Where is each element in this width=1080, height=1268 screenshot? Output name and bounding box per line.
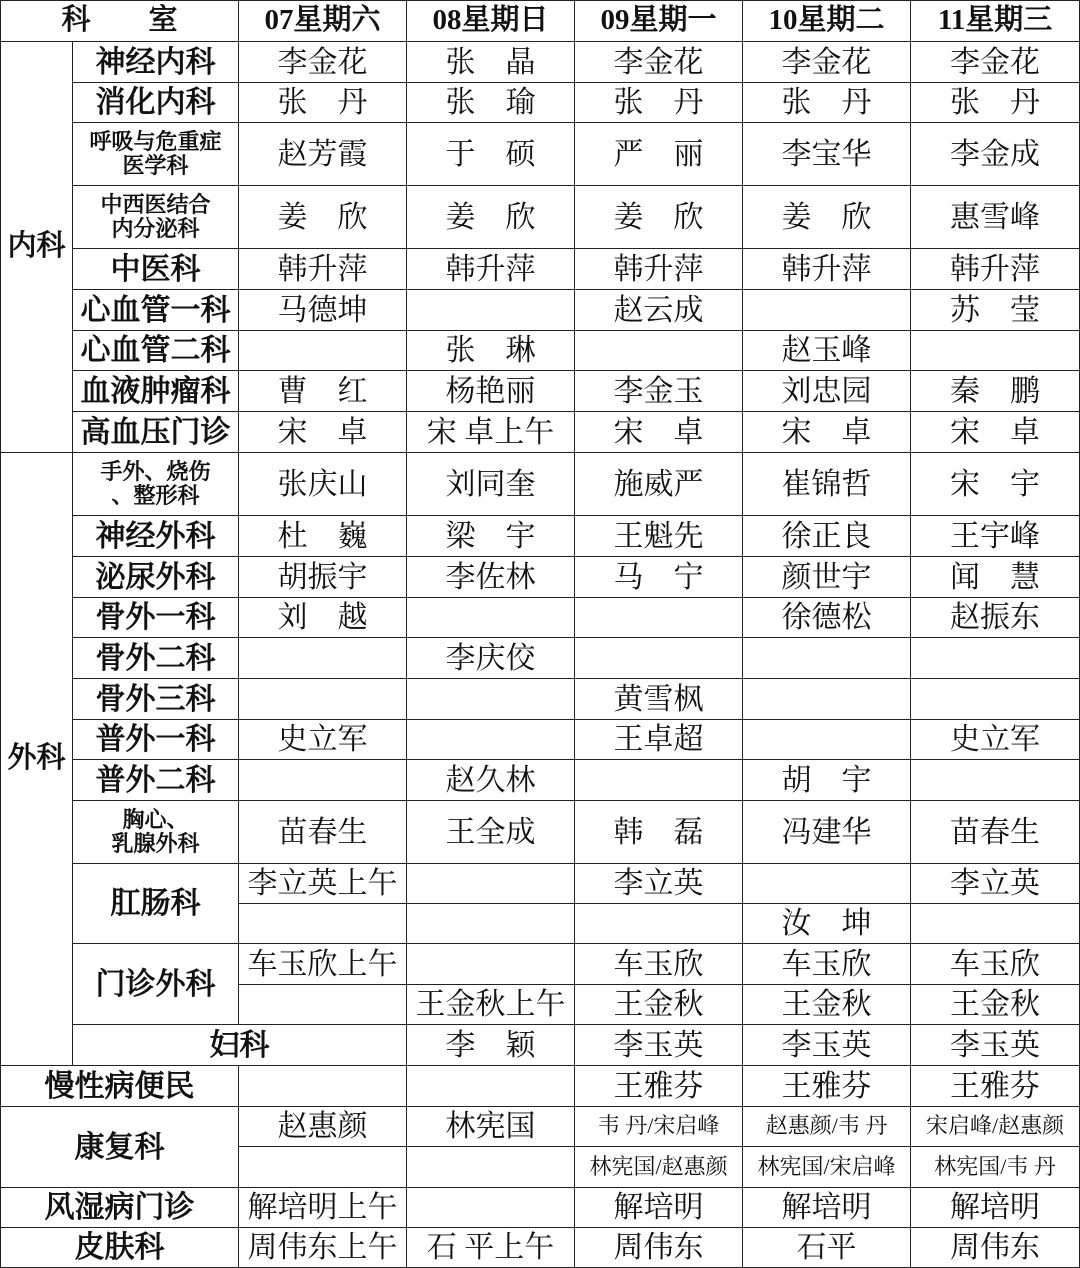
table-row	[1, 371, 1080, 412]
doctor-cell: 林宪国/韦 丹	[911, 1147, 1080, 1188]
table-row	[1, 720, 1080, 760]
doctor-cell	[407, 598, 575, 638]
doctor-cell: 李 颖	[407, 1025, 575, 1066]
dept-name: 神经内科	[73, 42, 239, 83]
dept-name-line: 、整形科	[111, 483, 200, 508]
dept-name: 普外二科	[73, 760, 239, 801]
doctor-cell: 林宪国/赵惠颜	[575, 1147, 743, 1188]
dept-name: 门诊外科	[73, 944, 239, 1025]
dept-name: 慢性病便民	[1, 1066, 239, 1107]
doctor-cell: 李立英上午	[239, 864, 407, 904]
doctor-cell: 林宪国/宋启峰	[743, 1147, 911, 1188]
doctor-cell: 曹 红	[239, 371, 407, 412]
doctor-cell: 宋 卓	[575, 412, 743, 453]
doctor-cell: 韩升萍	[407, 249, 575, 290]
doctor-cell: 苏 莹	[911, 290, 1080, 331]
doctor-cell	[407, 904, 575, 944]
doctor-cell: 苗春生	[239, 801, 407, 864]
dept-name: 神经外科	[73, 516, 239, 557]
doctor-cell: 黄雪枫	[575, 679, 743, 720]
doctor-cell: 张 瑜	[407, 83, 575, 123]
doctor-cell: 李玉英	[575, 1025, 743, 1066]
doctor-cell: 姜 欣	[743, 186, 911, 249]
doctor-cell: 赵久林	[407, 760, 575, 801]
doctor-cell: 徐正良	[743, 516, 911, 557]
doctor-cell: 崔锦哲	[743, 453, 911, 516]
doctor-cell: 杜 巍	[239, 516, 407, 557]
dept-name: 心血管二科	[73, 331, 239, 371]
doctor-cell: 车玉欣	[575, 944, 743, 985]
doctor-cell: 姜 欣	[239, 186, 407, 249]
table-row	[1, 1107, 1080, 1147]
doctor-cell	[407, 1066, 575, 1107]
doctor-cell: 赵云成	[575, 290, 743, 331]
doctor-cell: 王全成	[407, 801, 575, 864]
doctor-cell: 李玉英	[743, 1025, 911, 1066]
doctor-cell: 宋 宇	[911, 453, 1080, 516]
doctor-cell	[407, 679, 575, 720]
table-row	[1, 1066, 1080, 1107]
dept-name-line: 医学科	[122, 153, 189, 178]
doctor-cell: 胡振宇	[239, 557, 407, 598]
doctor-cell	[911, 638, 1080, 679]
table-row	[1, 331, 1080, 371]
dept-name: 血液肿瘤科	[73, 371, 239, 412]
doctor-cell	[743, 679, 911, 720]
dept-name-line: 中西医结合	[100, 191, 211, 217]
table-row	[1, 1025, 1080, 1066]
doctor-cell: 姜 欣	[407, 186, 575, 249]
group-waike: 外科	[1, 453, 73, 1066]
doctor-cell: 冯建华	[743, 801, 911, 864]
dept-name: 骨外二科	[73, 638, 239, 679]
doctor-cell: 张 晶	[407, 42, 575, 83]
doctor-cell: 宋启峰/赵惠颜	[911, 1107, 1080, 1147]
table-row	[1, 638, 1080, 679]
doctor-cell: 石 平上午	[407, 1228, 575, 1268]
header-day: 11星期三	[911, 1, 1080, 42]
doctor-cell: 颜世宇	[743, 557, 911, 598]
dept-name	[73, 186, 239, 249]
doctor-cell	[743, 638, 911, 679]
doctor-cell: 马 宁	[575, 557, 743, 598]
table-row	[1, 679, 1080, 720]
doctor-cell: 车玉欣	[911, 944, 1080, 985]
doctor-cell: 闻 慧	[911, 557, 1080, 598]
header-row	[1, 1, 1080, 42]
doctor-cell	[239, 760, 407, 801]
doctor-cell: 王雅芬	[743, 1066, 911, 1107]
doctor-cell: 车玉欣上午	[239, 944, 407, 985]
doctor-cell: 赵振东	[911, 598, 1080, 638]
doctor-cell: 李庆佼	[407, 638, 575, 679]
doctor-cell: 马德坤	[239, 290, 407, 331]
doctor-cell: 宋 卓	[911, 412, 1080, 453]
table-row	[1, 557, 1080, 598]
dept-name: 妇科	[73, 1025, 407, 1066]
doctor-cell: 李立英	[575, 864, 743, 904]
doctor-cell: 张 琳	[407, 331, 575, 371]
doctor-cell	[407, 1188, 575, 1228]
doctor-cell: 严 丽	[575, 123, 743, 186]
doctor-cell: 刘忠园	[743, 371, 911, 412]
group-neike: 内科	[1, 42, 73, 453]
doctor-cell: 张 丹	[743, 83, 911, 123]
header-dept: 科 室	[1, 1, 239, 42]
doctor-cell: 解培明	[911, 1188, 1080, 1228]
table-row	[1, 1188, 1080, 1228]
doctor-cell: 赵芳霞	[239, 123, 407, 186]
doctor-cell: 李金成	[911, 123, 1080, 186]
table-row	[1, 1228, 1080, 1268]
doctor-cell: 张庆山	[239, 453, 407, 516]
dept-name: 肛肠科	[73, 864, 239, 944]
doctor-cell: 姜 欣	[575, 186, 743, 249]
header-day: 08星期日	[407, 1, 575, 42]
doctor-cell: 杨艳丽	[407, 371, 575, 412]
dept-name: 骨外一科	[73, 598, 239, 638]
doctor-cell: 李立英	[911, 864, 1080, 904]
dept-name: 皮肤科	[1, 1228, 239, 1268]
doctor-cell	[239, 1147, 407, 1188]
doctor-cell: 王金秋	[743, 985, 911, 1025]
doctor-cell: 刘 越	[239, 598, 407, 638]
table-row	[1, 516, 1080, 557]
dept-name: 普外一科	[73, 720, 239, 760]
doctor-cell: 解培明	[575, 1188, 743, 1228]
doctor-cell	[743, 864, 911, 904]
dept-name: 风湿病门诊	[1, 1188, 239, 1228]
doctor-cell: 李金玉	[575, 371, 743, 412]
doctor-cell	[407, 290, 575, 331]
doctor-cell: 李玉英	[911, 1025, 1080, 1066]
doctor-cell	[575, 760, 743, 801]
dept-name-line: 手外、烧伤	[100, 458, 211, 484]
doctor-cell	[575, 638, 743, 679]
doctor-cell: 张 丹	[239, 83, 407, 123]
header-day: 07星期六	[239, 1, 407, 42]
dept-name	[73, 123, 239, 186]
table-row	[1, 42, 1080, 83]
doctor-cell: 王金秋上午	[407, 985, 575, 1025]
dept-name: 心血管一科	[73, 290, 239, 331]
doctor-cell: 王宇峰	[911, 516, 1080, 557]
table-row	[1, 760, 1080, 801]
doctor-cell: 周伟东上午	[239, 1228, 407, 1268]
doctor-cell: 赵玉峰	[743, 331, 911, 371]
doctor-cell: 王雅芬	[575, 1066, 743, 1107]
doctor-cell	[407, 1147, 575, 1188]
doctor-cell: 王金秋	[911, 985, 1080, 1025]
dept-name-line: 胸心、	[122, 806, 189, 832]
doctor-cell	[911, 760, 1080, 801]
doctor-cell: 胡 宇	[743, 760, 911, 801]
doctor-cell	[407, 864, 575, 904]
dept-name: 骨外三科	[73, 679, 239, 720]
doctor-cell: 史立军	[911, 720, 1080, 760]
doctor-cell: 李金花	[911, 42, 1080, 83]
doctor-cell: 韩升萍	[743, 249, 911, 290]
doctor-cell: 徐德松	[743, 598, 911, 638]
doctor-cell: 宋 卓上午	[407, 412, 575, 453]
header-day: 09星期一	[575, 1, 743, 42]
header-day: 10星期二	[743, 1, 911, 42]
dept-name: 中医科	[73, 249, 239, 290]
doctor-cell: 车玉欣	[743, 944, 911, 985]
dept-name: 康复科	[1, 1107, 239, 1188]
doctor-cell	[239, 904, 407, 944]
doctor-cell: 韩升萍	[575, 249, 743, 290]
doctor-cell: 周伟东	[575, 1228, 743, 1268]
doctor-cell	[239, 638, 407, 679]
dept-name	[73, 801, 239, 864]
doctor-cell	[743, 290, 911, 331]
doctor-cell: 林宪国	[407, 1107, 575, 1147]
doctor-cell	[575, 331, 743, 371]
doctor-cell: 解培明上午	[239, 1188, 407, 1228]
dept-name: 消化内科	[73, 83, 239, 123]
doctor-cell: 惠雪峰	[911, 186, 1080, 249]
doctor-cell	[743, 720, 911, 760]
doctor-cell: 张 丹	[575, 83, 743, 123]
doctor-cell	[239, 1066, 407, 1107]
dept-name	[73, 453, 239, 516]
table-row	[1, 598, 1080, 638]
doctor-cell: 韩升萍	[911, 249, 1080, 290]
doctor-cell: 张 丹	[911, 83, 1080, 123]
doctor-cell	[239, 679, 407, 720]
table-row	[1, 453, 1080, 516]
dept-name-line: 内分泌科	[111, 216, 200, 241]
doctor-cell	[911, 331, 1080, 371]
doctor-cell: 韩 磊	[575, 801, 743, 864]
doctor-cell: 刘同奎	[407, 453, 575, 516]
table-row	[1, 944, 1080, 985]
doctor-cell: 李金花	[743, 42, 911, 83]
dept-name: 高血压门诊	[73, 412, 239, 453]
doctor-cell: 李金花	[575, 42, 743, 83]
doctor-cell	[407, 720, 575, 760]
doctor-cell	[239, 331, 407, 371]
doctor-cell: 宋 卓	[239, 412, 407, 453]
table-row	[1, 290, 1080, 331]
doctor-cell: 解培明	[743, 1188, 911, 1228]
doctor-cell	[911, 679, 1080, 720]
doctor-cell	[575, 904, 743, 944]
doctor-cell: 李宝华	[743, 123, 911, 186]
dept-name-line: 乳腺外科	[111, 831, 200, 856]
doctor-cell	[407, 944, 575, 985]
doctor-cell: 王卓超	[575, 720, 743, 760]
doctor-cell: 秦 鹏	[911, 371, 1080, 412]
doctor-cell	[911, 904, 1080, 944]
doctor-cell: 李佐林	[407, 557, 575, 598]
table-row	[1, 412, 1080, 453]
doctor-cell: 韩升萍	[239, 249, 407, 290]
doctor-cell	[239, 985, 407, 1025]
doctor-cell: 王魁先	[575, 516, 743, 557]
doctor-cell: 施威严	[575, 453, 743, 516]
doctor-cell: 宋 卓	[743, 412, 911, 453]
doctor-cell: 汝 坤	[743, 904, 911, 944]
table-row	[1, 249, 1080, 290]
doctor-cell: 李金花	[239, 42, 407, 83]
dept-name: 泌尿外科	[73, 557, 239, 598]
doctor-cell: 于 硕	[407, 123, 575, 186]
table-row	[1, 186, 1080, 249]
table-row	[1, 123, 1080, 186]
doctor-cell: 赵惠颜/韦 丹	[743, 1107, 911, 1147]
table-row	[1, 83, 1080, 123]
dept-name-line: 呼吸与危重症	[89, 128, 222, 154]
doctor-cell: 苗春生	[911, 801, 1080, 864]
doctor-cell: 王金秋	[575, 985, 743, 1025]
doctor-cell: 王雅芬	[911, 1066, 1080, 1107]
doctor-cell: 韦 丹/宋启峰	[575, 1107, 743, 1147]
doctor-cell: 赵惠颜	[239, 1107, 407, 1147]
doctor-cell: 梁 宇	[407, 516, 575, 557]
doctor-cell: 周伟东	[911, 1228, 1080, 1268]
doctor-cell: 石平	[743, 1228, 911, 1268]
table-row	[1, 801, 1080, 864]
doctor-cell: 史立军	[239, 720, 407, 760]
doctor-cell	[575, 598, 743, 638]
table-row	[1, 864, 1080, 904]
